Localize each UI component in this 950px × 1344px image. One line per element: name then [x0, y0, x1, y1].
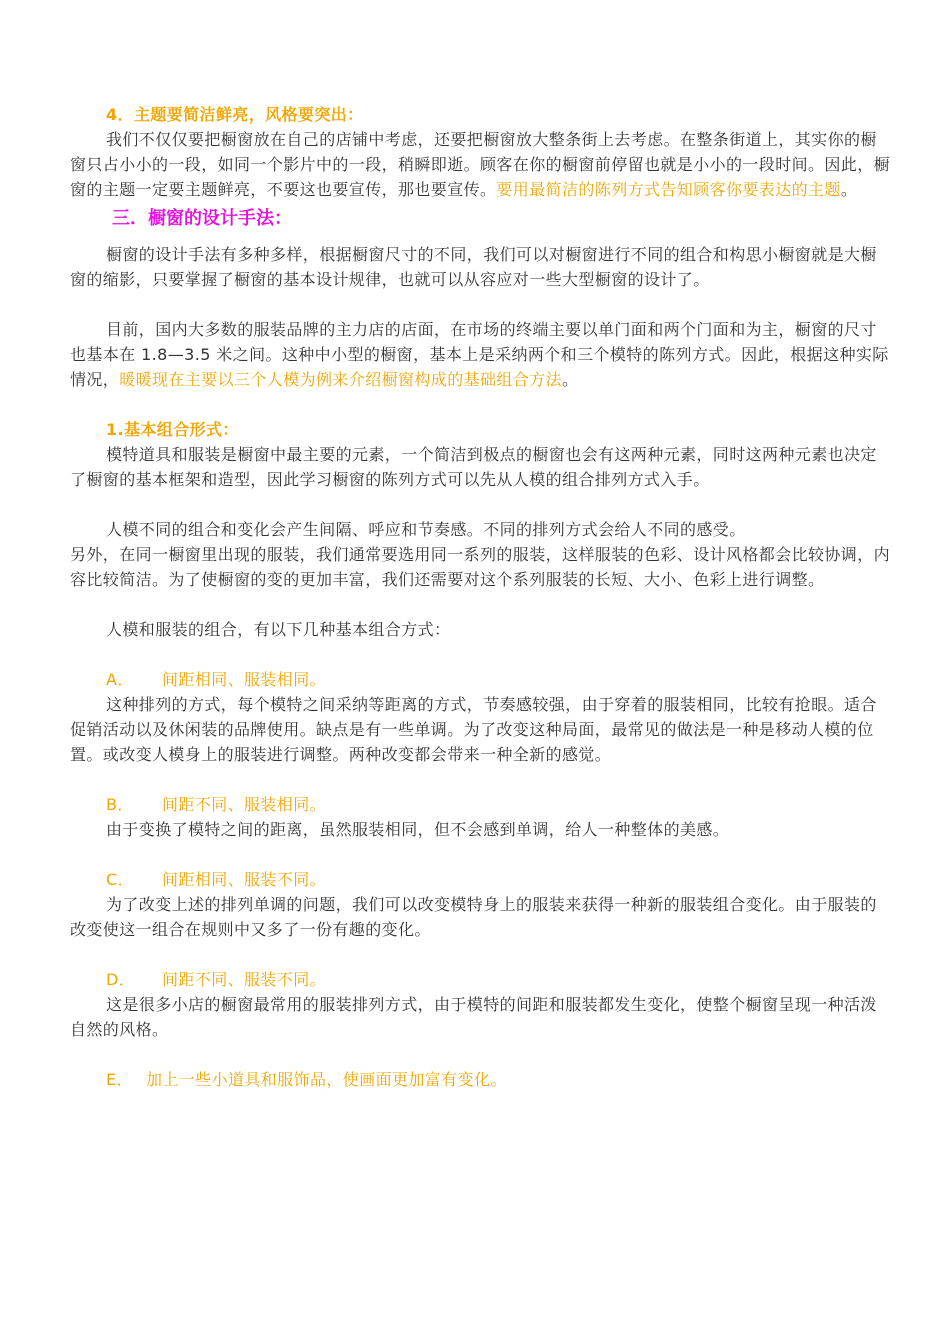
section-4-highlight: 要用最简洁的陈列方式告知顾客你要表达的主题 — [496, 180, 841, 199]
section-4-body — [70, 127, 890, 202]
section-3-para-2-highlight: 暖暖现在主要以三个人模为例来介绍橱窗构成的基础组合方法 — [119, 370, 563, 389]
item-e-title — [70, 1067, 890, 1092]
item-b-mark: B． — [106, 795, 134, 814]
section-4-body-text: 我们不仅仅要把橱窗放在自己的店铺中考虑，还要把橱窗放大整条街上去考虑。在整条街道上，其实你的橱窗只占小小的一段，如同一个影片中的一段，稍瞬即逝。顾客在你的橱窗前停留也就是小小的一段时间。因此，橱窗的主题一定要主题鲜亮，不要这也要宣传，那也要宣传。 — [70, 130, 891, 199]
item-a-title-text: 间距相同、服装相同。 — [162, 670, 327, 689]
spacer — [70, 292, 890, 317]
spacer — [70, 392, 890, 417]
item-e-title-text: 加上一些小道具和服饰品，使画面更加富有变化。 — [146, 1070, 507, 1089]
item-a-title — [70, 667, 890, 692]
section-3-para-2 — [70, 317, 890, 392]
item-a-body: 这种排列的方式，每个模特之间采纳等距离的方式，节奏感较强，由于穿着的服装相同，比较有抢眼。适合促销活动以及休闲装的品牌使用。缺点是有一些单调。为了改变这种局面，最常见的做法是一种是移动人模的位置。或改变人模身上的服装进行调整。两种改变都会带来一种全新的感觉。 — [70, 695, 877, 764]
item-d-title-text: 间距不同、服装不同。 — [162, 970, 327, 989]
item-a-mark: A． — [106, 670, 134, 689]
item-c-body: 为了改变上述的排列单调的问题，我们可以改变模特身上的服装来获得一种新的服装组合变化。由于服装的改变使这一组合在规则中又多了一份有趣的变化。 — [70, 895, 877, 939]
section-1-para-3: 另外，在同一橱窗里出现的服装，我们通常要选用同一系列的服装，这样服装的色彩、设计风格都会比较协调，内容比较简洁。为了使橱窗的变的更加丰富，我们还需要对这个系列服装的长短、大小、色彩上进行调整。 — [70, 545, 891, 589]
section-1-heading-text: 1.基本组合形式： — [106, 420, 239, 439]
spacer — [70, 1042, 890, 1067]
section-3-para-2-a: 目前，国内大多数的服装品牌的主力店的店面，在市场的终端主要以单门面和两个门面和为主，橱窗的尺寸也基本在 — [70, 320, 877, 364]
section-4-heading-num: 4 — [106, 105, 118, 124]
item-c-mark: C． — [106, 870, 134, 889]
section-1-para-2: 人模不同的组合和变化会产生间隔、呼应和节奏感。不同的排列方式会给人不同的感受。 — [106, 520, 746, 539]
spacer — [70, 942, 890, 967]
section-3-para-1: 橱窗的设计手法有多种多样，根据橱窗尺寸的不同，我们可以对橱窗进行不同的组合和构思小橱窗就是大橱窗的缩影，只要掌握了橱窗的基本设计规律，也就可以从容应对一些大型橱窗的设计了。 — [70, 245, 877, 289]
item-d-mark: D． — [106, 970, 136, 989]
item-d-title — [70, 967, 890, 992]
item-c-title — [70, 867, 890, 892]
section-1-para-1: 模特道具和服装是橱窗中最主要的元素，一个简洁到极点的橱窗也会有这两种元素，同时这两种元素也决定了橱窗的基本框架和造型，因此学习橱窗的陈列方式可以先从人模的组合排列方式入手。 — [70, 445, 877, 489]
item-c-title-text: 间距相同、服装不同。 — [162, 870, 327, 889]
item-e-mark: E． — [106, 1070, 133, 1089]
section-3-para-2-end: 。 — [562, 370, 579, 389]
section-4-heading — [70, 102, 890, 127]
spacer — [70, 592, 890, 617]
item-b-title-text: 间距不同、服装相同。 — [162, 795, 327, 814]
section-4-body-end: 。 — [840, 180, 858, 199]
item-b-body: 由于变换了模特之间的距离，虽然服装相同，但不会感到单调，给人一种整体的美感。 — [106, 820, 730, 839]
item-b-title — [70, 792, 890, 817]
section-1-heading — [70, 417, 890, 442]
section-3-para-2-num: 1.8—3.5 — [141, 345, 211, 364]
section-1-para-4: 人模和服装的组合，有以下几种基本组合方式： — [106, 620, 451, 639]
spacer — [70, 842, 890, 867]
section-3-heading: 三．橱窗的设计手法： — [112, 208, 292, 229]
spacer — [70, 767, 890, 792]
item-d-body: 这是很多小店的橱窗最常用的服装排列方式，由于模特的间距和服装都发生变化，使整个橱窗呈现一种活泼自然的风格。 — [70, 995, 877, 1039]
section-3-para-2-b: 米之间。这种中小型的橱窗，基本上是采纳两个和三个模特的陈列方式。因此，根据这种实际情况， — [70, 345, 889, 389]
section-4-heading-text: ．主题要简洁鲜亮，风格要突出： — [117, 105, 364, 124]
spacer — [70, 642, 890, 667]
spacer — [70, 492, 890, 517]
